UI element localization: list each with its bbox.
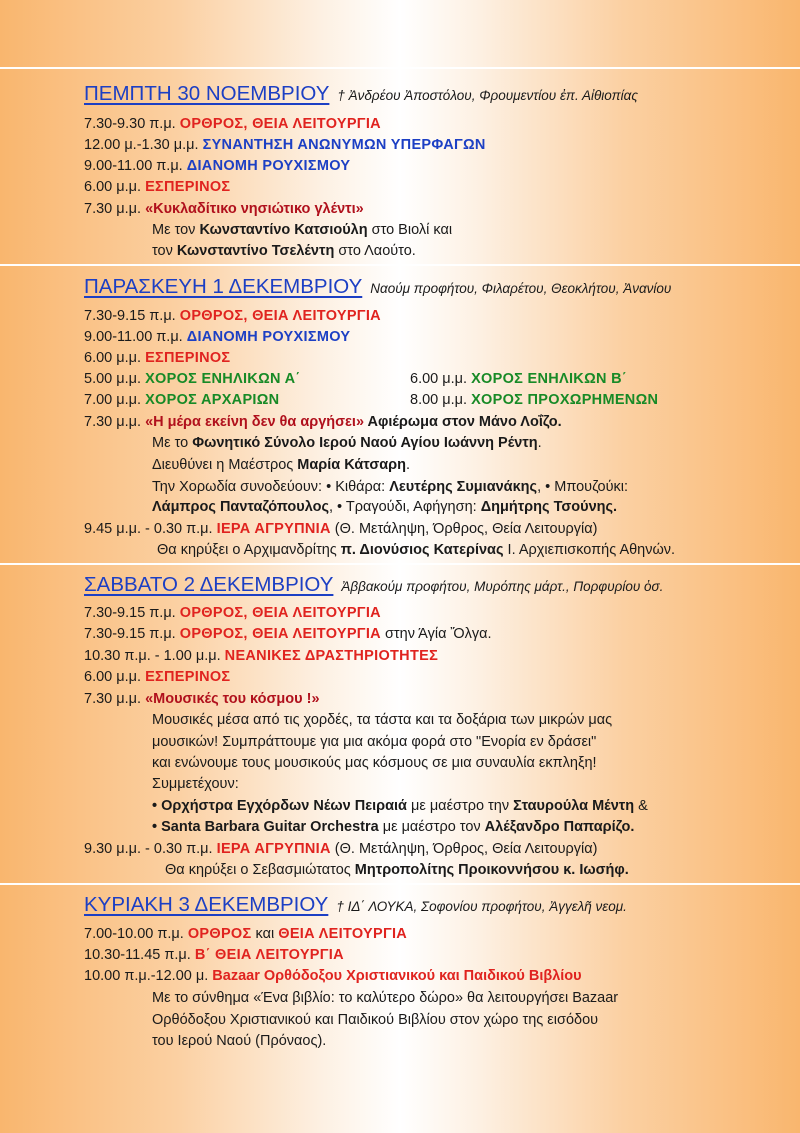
performer-name: Λάμπρος Πανταζόπουλος: [152, 499, 329, 515]
event-description: Μουσικές μέσα από τις χορδές, τα τάστα και τα δοξάρια των μικρών μας: [152, 712, 613, 728]
event-description: τον Κωνσταντίνο Τσελέντη στο Λαούτο.: [152, 243, 416, 259]
event-title: ΘΕΙΑ ΛΕΙΤΟΥΡΓΙΑ: [278, 926, 408, 942]
day-title: ΠΕΜΠΤΗ 30 ΝΟΕΜΒΡΙΟΥ: [84, 82, 330, 105]
schedule-line: [84, 369, 300, 389]
event-description: Συμμετέχουν:: [152, 776, 239, 792]
event-time: 9.30 μ.μ. - 0.30 π.μ.: [84, 841, 213, 857]
event-title: ΔΙΑΝΟΜΗ ΡΟΥΧΙΣΜΟΥ: [186, 329, 351, 345]
event-description: Με το Φωνητικό Σύνολο Ιερού Ναού Αγίου Ιωάννη Ρέντη.: [152, 435, 542, 451]
schedule-line: [84, 199, 364, 219]
section-divider: [0, 563, 800, 565]
performer-name: Δημήτρης Τσούνης: [480, 499, 614, 515]
event-time: 7.30-9.15 π.μ.: [84, 308, 176, 324]
schedule-line: [84, 114, 381, 134]
performer-name: Κωνσταντίνο Τσελέντη: [176, 243, 335, 259]
performer-name: Αλέξανδρο Παπαρίζο: [484, 819, 631, 835]
event-title: Β΄ ΘΕΙΑ ΛΕΙΤΟΥΡΓΙΑ: [194, 947, 344, 963]
event-time: 7.30-9.15 π.μ.: [84, 626, 176, 642]
event-time: 7.00-10.00 π.μ.: [84, 926, 184, 942]
event-time: 5.00 μ.μ.: [84, 371, 142, 387]
schedule-line: 9.30 μ.μ. - 0.30 π.μ. ΙΕΡΑ ΑΓΡΥΠΝΙΑ (Θ. Μετάληψη, Όρθρος, Θεία Λειτουργία): [84, 841, 598, 857]
schedule-line: [84, 945, 344, 965]
day-header: [84, 893, 627, 917]
schedule-line: [410, 369, 627, 389]
event-description: Θα κηρύξει ο Αρχιμανδρίτης π. Διονύσιος Κατερίνας Ι. Αρχιεπισκοπής Αθηνών.: [157, 542, 676, 558]
performer-name: Μαρία Κάτσαρη: [297, 457, 407, 473]
event-time: 7.30 μ.μ.: [84, 201, 142, 217]
preacher-name: π. Διονύσιος Κατερίνας: [340, 542, 504, 558]
saints-of-day: † ΙΔ΄ ΛΟΥΚΑ, Σοφονίου προφήτου, Ἀγγελῆ νεομ.: [336, 899, 627, 914]
day-title: ΚΥΡΙΑΚΗ 3 ΔΕΚΕΜΒΡΙΟΥ: [84, 893, 329, 916]
schedule-line: [84, 177, 230, 197]
event-title: ΣΥΝΑΝΤΗΣΗ ΑΝΩΝΥΜΩΝ ΥΠΕΡΦΑΓΩΝ: [202, 137, 486, 153]
schedule-line: [84, 689, 320, 709]
event-title: ΟΡΘΡΟΣ: [187, 926, 252, 942]
schedule-line: [84, 156, 350, 176]
event-time: 7.30 μ.μ.: [84, 691, 142, 707]
performer-name: Σταυρούλα Μέντη: [513, 798, 635, 814]
day-header: [84, 275, 671, 299]
schedule-line: [84, 306, 381, 326]
event-description: Την Χορωδία συνοδεύουν: • Κιθάρα: Λευτέρης Συμιανάκης, • Μπουζούκι:: [152, 479, 629, 495]
event-description: • Santa Barbara Guitar Orchestra με μαέστρο τον Αλέξανδρο Παπαρίζο.: [152, 819, 635, 835]
section-divider: [0, 883, 800, 885]
event-description: Λάμπρος Πανταζόπουλος, • Τραγούδι, Αφήγηση: Δημήτρης Τσούνης.: [152, 499, 618, 515]
section-divider: [0, 264, 800, 266]
day-header: [84, 573, 663, 597]
schedule-line: 7.30-9.15 π.μ. ΟΡΘΡΟΣ, ΘΕΙΑ ΛΕΙΤΟΥΡΓΙΑ στην Άγία Ὄλγα.: [84, 626, 492, 642]
event-title: ΕΣΠΕΡΙΝΟΣ: [145, 179, 231, 195]
day-title: ΠΑΡΑΣΚΕΥΗ 1 ΔΕΚΕΜΒΡΙΟΥ: [84, 275, 363, 298]
event-time: 6.00 μ.μ.: [410, 371, 468, 387]
schedule-line: [84, 966, 582, 986]
day-title: ΣΑΒΒΑΤΟ 2 ΔΕΚΕΜΒΡΙΟΥ: [84, 573, 334, 596]
performer-name: Κωνσταντίνο Κατσιούλη: [199, 222, 368, 238]
event-title: ΕΣΠΕΡΙΝΟΣ: [145, 669, 231, 685]
schedule-line: [84, 646, 438, 666]
event-time: 8.00 μ.μ.: [410, 392, 468, 408]
performer-name: Φωνητικό Σύνολο Ιερού Ναού Αγίου Ιωάννη Ρέντη: [192, 435, 538, 451]
preacher-name: Μητροπολίτης Προικοννήσου κ. Ιωσήφ: [354, 862, 625, 878]
saints-of-day: Ἀββακούμ προφήτου, Μυρόπης μάρτ., Πορφυρίου ὁσ.: [341, 579, 664, 594]
day-header: [84, 82, 638, 106]
performer-name: Λευτέρης Συμιανάκης: [389, 479, 538, 495]
event-title: ΝΕΑΝΙΚΕΣ ΔΡΑΣΤΗΡΙΟΤΗΤΕΣ: [224, 648, 439, 664]
event-description: Θα κηρύξει ο Σεβασμιώτατος Μητροπολίτης Προικοννήσου κ. Ιωσήφ.: [165, 862, 629, 878]
event-title: ΟΡΘΡΟΣ, ΘΕΙΑ ΛΕΙΤΟΥΡΓΙΑ: [179, 605, 381, 621]
event-title: «Η μέρα εκείνη δεν θα αργήσει»: [145, 414, 365, 430]
event-title: «Κυκλαδίτικο νησιώτικο γλέντι»: [145, 201, 364, 217]
event-description: • Ορχήστρα Εγχόρδων Νέων Πειραιά με μαέστρο την Σταυρούλα Μέντη &: [152, 798, 648, 814]
event-description: Με τον Κωνσταντίνο Κατσιούλη στο Βιολί και: [152, 222, 453, 238]
schedule-line: [84, 390, 279, 410]
event-time: 10.00 π.μ.-12.00 μ.: [84, 968, 209, 984]
event-time: 12.00 μ.-1.30 μ.μ.: [84, 137, 199, 153]
schedule-line: 9.45 μ.μ. - 0.30 π.μ. ΙΕΡΑ ΑΓΡΥΠΝΙΑ (Θ. Μετάληψη, Όρθρος, Θεία Λειτουργία): [84, 521, 598, 537]
event-time: 10.30-11.45 π.μ.: [84, 947, 191, 963]
event-description: Με το σύνθημα «Ένα βιβλίο: το καλύτερο δώρο» θα λειτουργήσει Bazaar: [152, 990, 619, 1006]
event-time: 9.00-11.00 π.μ.: [84, 329, 183, 345]
event-title: Bazaar Ορθόδοξου Χριστιανικού και Παιδικού Βιβλίου: [212, 968, 582, 984]
event-title: ΟΡΘΡΟΣ, ΘΕΙΑ ΛΕΙΤΟΥΡΓΙΑ: [179, 116, 381, 132]
event-title: ΧΟΡΟΣ ΠΡΟΧΩΡΗΜΕΝΩΝ: [471, 392, 659, 408]
event-time: 9.00-11.00 π.μ.: [84, 158, 183, 174]
event-description: και ενώνουμε τους μουσικούς μας κόσμους σε μια συναυλία εκπληξη!: [152, 755, 597, 771]
event-time: 9.45 μ.μ. - 0.30 π.μ.: [84, 521, 213, 537]
event-title: ΔΙΑΝΟΜΗ ΡΟΥΧΙΣΜΟΥ: [186, 158, 351, 174]
event-title: ΧΟΡΟΣ ΕΝΗΛΙΚΩΝ Α΄: [145, 371, 301, 387]
event-title: ΙΕΡΑ ΑΓΡΥΠΝΙΑ: [216, 521, 331, 537]
event-time: 6.00 μ.μ.: [84, 350, 142, 366]
saints-of-day: † Ἀνδρέου Ἀποστόλου, Φρουμεντίου ἐπ. Αἰθιοπίας: [337, 88, 638, 103]
event-time: 7.30-9.15 π.μ.: [84, 605, 176, 621]
schedule-line: 7.00-10.00 π.μ. ΟΡΘΡΟΣ και ΘΕΙΑ ΛΕΙΤΟΥΡΓΙΑ: [84, 926, 408, 942]
event-description: Διευθύνει η Μαέστρος Μαρία Κάτσαρη.: [152, 457, 411, 473]
event-time: 6.00 μ.μ.: [84, 669, 142, 685]
event-time: 6.00 μ.μ.: [84, 179, 142, 195]
event-title: ΟΡΘΡΟΣ, ΘΕΙΑ ΛΕΙΤΟΥΡΓΙΑ: [179, 308, 381, 324]
event-description: Ορθόδοξου Χριστιανικού και Παιδικού Βιβλίου στον χώρο της εισόδου: [152, 1012, 599, 1028]
schedule-line: 7.30 μ.μ. «Η μέρα εκείνη δεν θα αργήσει» Αφιέρωμα στον Μάνο Λοΐζο.: [84, 414, 562, 430]
event-title: ΧΟΡΟΣ ΕΝΗΛΙΚΩΝ Β΄: [471, 371, 628, 387]
schedule-line: [84, 135, 486, 155]
event-title: ΕΣΠΕΡΙΝΟΣ: [145, 350, 231, 366]
event-title: ΟΡΘΡΟΣ, ΘΕΙΑ ΛΕΙΤΟΥΡΓΙΑ: [179, 626, 381, 642]
event-description: του Ιερού Ναού (Πρόναος).: [152, 1033, 327, 1049]
event-title: ΙΕΡΑ ΑΓΡΥΠΝΙΑ: [216, 841, 331, 857]
section-divider: [0, 67, 800, 69]
ensemble-name: • Ορχήστρα Εγχόρδων Νέων Πειραιά: [152, 798, 407, 814]
schedule-line: [84, 327, 350, 347]
ensemble-name: • Santa Barbara Guitar Orchestra: [152, 819, 379, 835]
schedule-line: [410, 390, 658, 410]
event-description: μουσικών! Συμπράττουμε για μια ακόμα φορά στο "Ενορία εν δράσει": [152, 734, 597, 750]
schedule-line: [84, 603, 381, 623]
schedule-line: [84, 667, 230, 687]
event-time: 7.30 μ.μ.: [84, 414, 142, 430]
event-time: 7.30-9.30 π.μ.: [84, 116, 176, 132]
event-time: 7.00 μ.μ.: [84, 392, 142, 408]
schedule-line: [84, 348, 230, 368]
event-title: «Μουσικές του κόσμου !»: [145, 691, 320, 707]
event-title: ΧΟΡΟΣ ΑΡΧΑΡΙΩΝ: [145, 392, 280, 408]
saints-of-day: Ναούμ προφήτου, Φιλαρέτου, Θεοκλήτου, Ἀνανίου: [370, 281, 672, 296]
event-time: 10.30 π.μ. - 1.00 μ.μ.: [84, 648, 221, 664]
